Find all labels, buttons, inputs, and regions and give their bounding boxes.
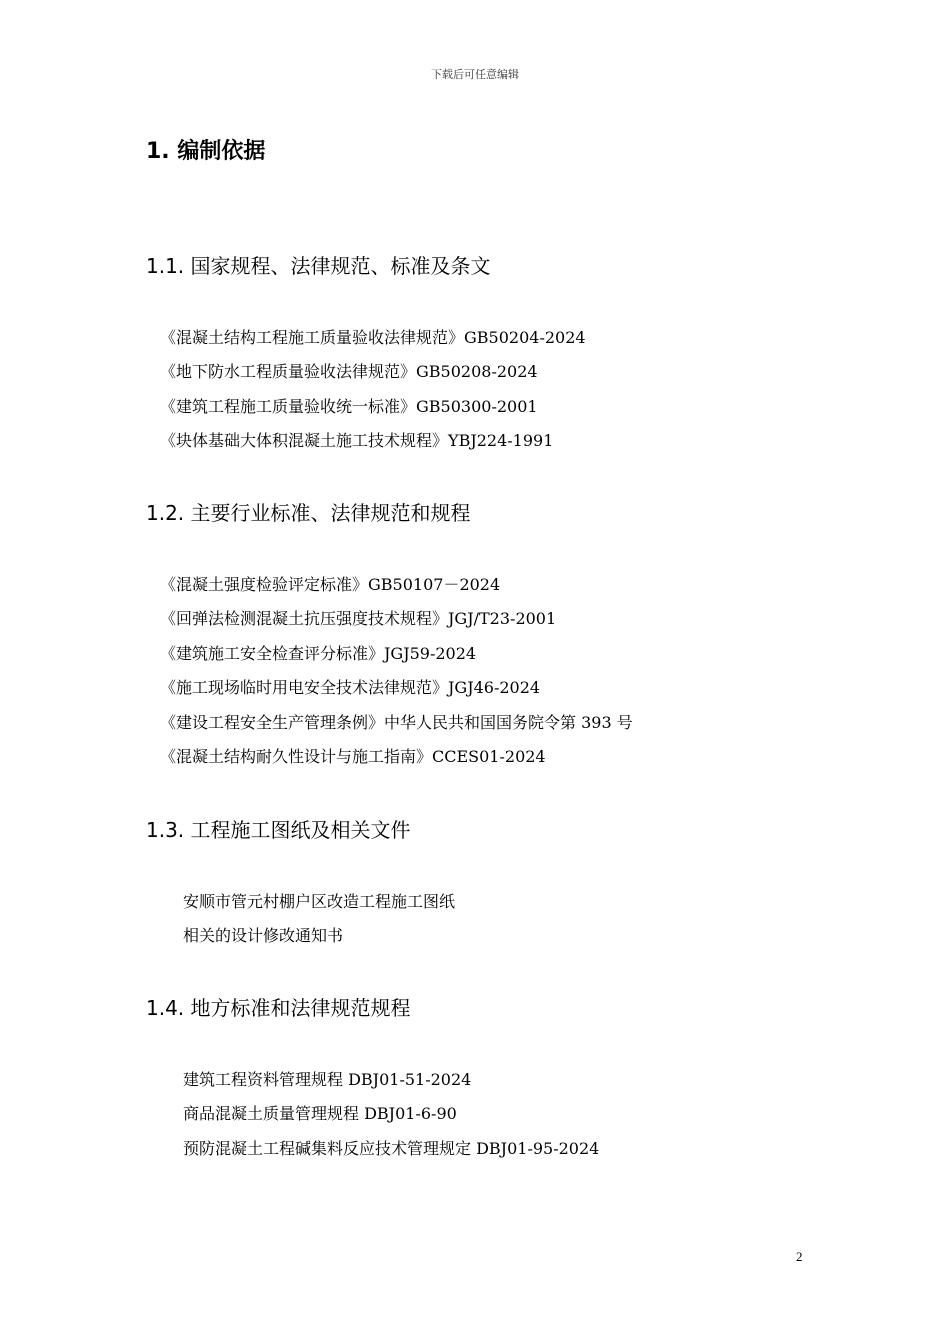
section-heading-1-1: 1.1. 国家规程、法律规范、标准及条文 — [146, 254, 491, 278]
section-list-1-3 — [183, 885, 455, 954]
section-heading-1-3: 1.3. 工程施工图纸及相关文件 — [146, 818, 411, 842]
page-header: 下载后可任意编辑 — [431, 68, 519, 81]
section-list-1-1 — [160, 321, 586, 459]
section-heading-1-2: 1.2. 主要行业标准、法律规范和规程 — [146, 501, 471, 525]
list-item: 《混凝土结构耐久性设计与施工指南》CCES01-2024 — [160, 746, 546, 766]
section-list-1-2 — [160, 568, 633, 774]
section-list-1-4 — [183, 1063, 599, 1166]
page-number: 2 — [796, 1249, 803, 1264]
list-item: 《混凝土强度检验评定标准》GB50107－2024 — [160, 575, 501, 594]
section-heading-1-4: 1.4. 地方标准和法律规范规程 — [146, 996, 411, 1020]
chapter-title: 1. 编制依据 — [146, 139, 266, 164]
list-item: 《混凝土结构工程施工质量验收法律规范》GB50204-2024 — [160, 328, 586, 347]
list-item: 建筑工程资料管理规程 DBJ01-51-2024 — [183, 1070, 472, 1089]
list-item: 相关的设计修改通知书 — [183, 926, 344, 946]
list-item: 《回弹法检测混凝土抗压强度技术规程》JGJ/T23-2001 — [160, 609, 557, 629]
list-item: 《建筑施工安全检查评分标准》JGJ59-2024 — [160, 643, 477, 663]
list-item: 《施工现场临时用电安全技术法律规范》JGJ46-2024 — [160, 678, 541, 698]
list-item: 《建设工程安全生产管理条例》中华人民共和国国务院令第 393 号 — [160, 712, 633, 732]
list-item: 《块体基础大体积混凝土施工技术规程》YBJ224-1991 — [160, 431, 554, 451]
list-item: 预防混凝土工程碱集料反应技术管理规定 DBJ01-95-2024 — [183, 1138, 600, 1158]
list-item: 《地下防水工程质量验收法律规范》GB50208-2024 — [160, 362, 538, 382]
list-item: 商品混凝土质量管理规程 DBJ01-6-90 — [183, 1104, 457, 1124]
list-item: 《建筑工程施工质量验收统一标准》GB50300-2001 — [160, 396, 538, 416]
list-item: 安顺市管元村棚户区改造工程施工图纸 — [183, 892, 456, 911]
